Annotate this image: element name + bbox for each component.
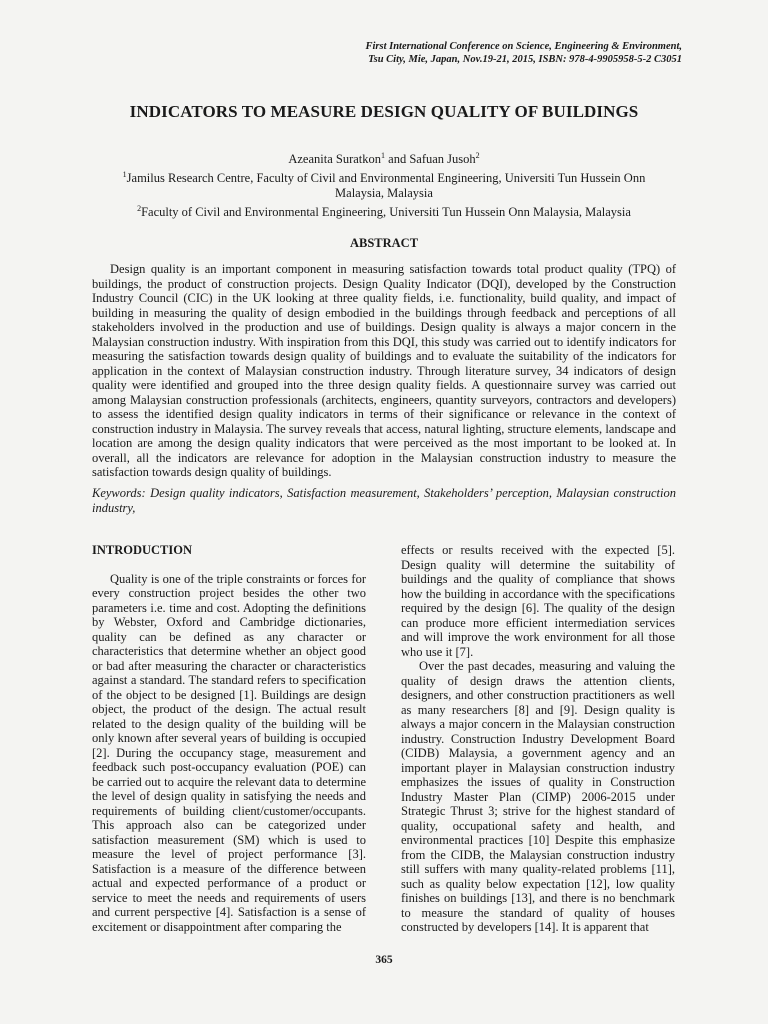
abstract-heading: ABSTRACT [349,236,419,250]
author-names [100,148,668,167]
author-1: Azeanita Suratkon [288,152,382,167]
affiliation-2 [100,201,668,220]
conference-header [365,40,682,66]
keywords: Keywords: Design quality indicators, Satisfaction measurement, Stakeholders’ perception, Malaysian construction industry, [92,486,676,515]
affiliation-2-text: Faculty of Civil and Environmental Engineering, Universiti Tun Hussein Onn Malaysia, Malaysia [141,205,631,220]
affiliation-1 [100,167,668,201]
left-column [92,543,366,934]
conference-header-line1: First International Conference on Science, Engineering & Environment, [365,41,682,52]
introduction-heading: INTRODUCTION [92,543,193,557]
intro-paragraph-2: effects or results received with the expected [5]. Design quality will determine the suitability of buildings and the quality of compliance that shows how the building in accordance with the specifications required by the design [6]. The quality of the design can produce more efficient intermediation services and will improve the work environment for all those who use it [7]. [401,543,675,659]
author-and: and [385,152,410,167]
affiliation-2-sup: 2 [137,204,142,214]
intro-paragraph-3: Over the past decades, measuring and valuing the quality of design draws the attention clients, designers, and other construction practitioners as well as many researchers [8] and [9]. Design quality is always a major concern in the Malaysian construction industry. Construction Industry Development Board (CIDB) Malaysia, a government agency and an important player in Malaysian construction industry emphasizes the issues of quality in Construction Industry Master Plan (CIMP) 2006-2015 under Strategic Thrust 3; strive for the highest standard of quality, occupational safety and health, and environmental practices [10] Despite this emphasize from the CIDB, the Malaysian construction industry still suffers with many quality-related problems [11], such as quality below expectation [12], low quality finishes on buildings [13], and there is no benchmark to measure the standard of quality of houses constructed by developers [14]. It is apparent that [401,659,675,934]
author-block [100,148,668,220]
page-number: 365 [375,954,393,966]
author-2: Safuan Jusoh [409,152,476,167]
abstract-text: Design quality is an important component in measuring satisfaction towards total product quality (TPQ) of buildings, the product of construction projects. Design Quality Indicator (DQI), developed by the Construction Industry Council (CIC) in the UK looking at three quality fields, i.e. functionality, build quality, and impact of building in measuring the quality of design embodied in the buildings through feedback and perceptions of all stakeholders involved in the production and use of buildings. Design quality is always a major concern in the Malaysian construction industry. With inspiration from this DQI, this study was carried out to identify indicators for measuring the satisfaction towards design quality of buildings and to evaluate the suitability of the indicators for application in the context of Malaysian construction industry. Through literature survey, 34 indicators of design quality were identified and grouped into the three design quality fields. A questionnaire survey was carried out among Malaysian construction professionals (architects, engineers, quantity surveyors, contractors and developers) to assess the identified design quality indicators in terms of their significance or relevance in the context of construction industry in Malaysia. The survey reveals that access, natural lighting, structure elements, landscape and location are among the design quality indicators that were perceived as the most important to be looked at. In overall, all the indicators are relevance for adoption in the Malaysian construction industry to measure the satisfaction towards design quality of buildings. [92,262,676,479]
right-column [401,543,675,935]
author-2-sup: 2 [475,151,480,160]
affiliation-1-text: Jamilus Research Centre, Faculty of Civil and Environmental Engineering, Universiti Tun Hussein Onn Malaysia, Malaysia [126,171,646,201]
author-1-sup: 1 [381,151,386,160]
intro-paragraph-1: Quality is one of the triple constraints or forces for every construction project besides the other two parameters i.e. time and cost. Adopting the definitions by Webster, Oxford and Cambridge dictionaries, quality can be defined as any character or characteristics that determine whether an object good or bad after measuring the character or characteristics against a standard. The standard refers to specification of the object to be designed [1]. Buildings are design object, the product of the design. The actual result related to the design quality of the building will be only known after several years of building is occupied [2]. During the occupancy stage, measurement and feedback such post-occupancy evaluation (POE) can be carried out to acquire the relevant data to determine the level of design quality in satisfying the needs and requirements of building client/customer/occupants. This approach also can be categorized under satisfaction measurement (SM) which is used to measure the level of project performance [3]. Satisfaction is a measure of the difference between actual and expected performance of a product or service to meet the needs and requirements of users and current perspective [4]. Satisfaction is a sense of excitement or disappointment after comparing the [92,571,366,934]
paper-title: INDICATORS TO MEASURE DESIGN QUALITY OF BUILDINGS [129,102,639,121]
affiliation-1-sup: 1 [122,170,127,180]
conference-header-line2: Tsu City, Mie, Japan, Nov.19-21, 2015, ISBN: 978-4-9905958-5-2 C3051 [368,54,682,65]
